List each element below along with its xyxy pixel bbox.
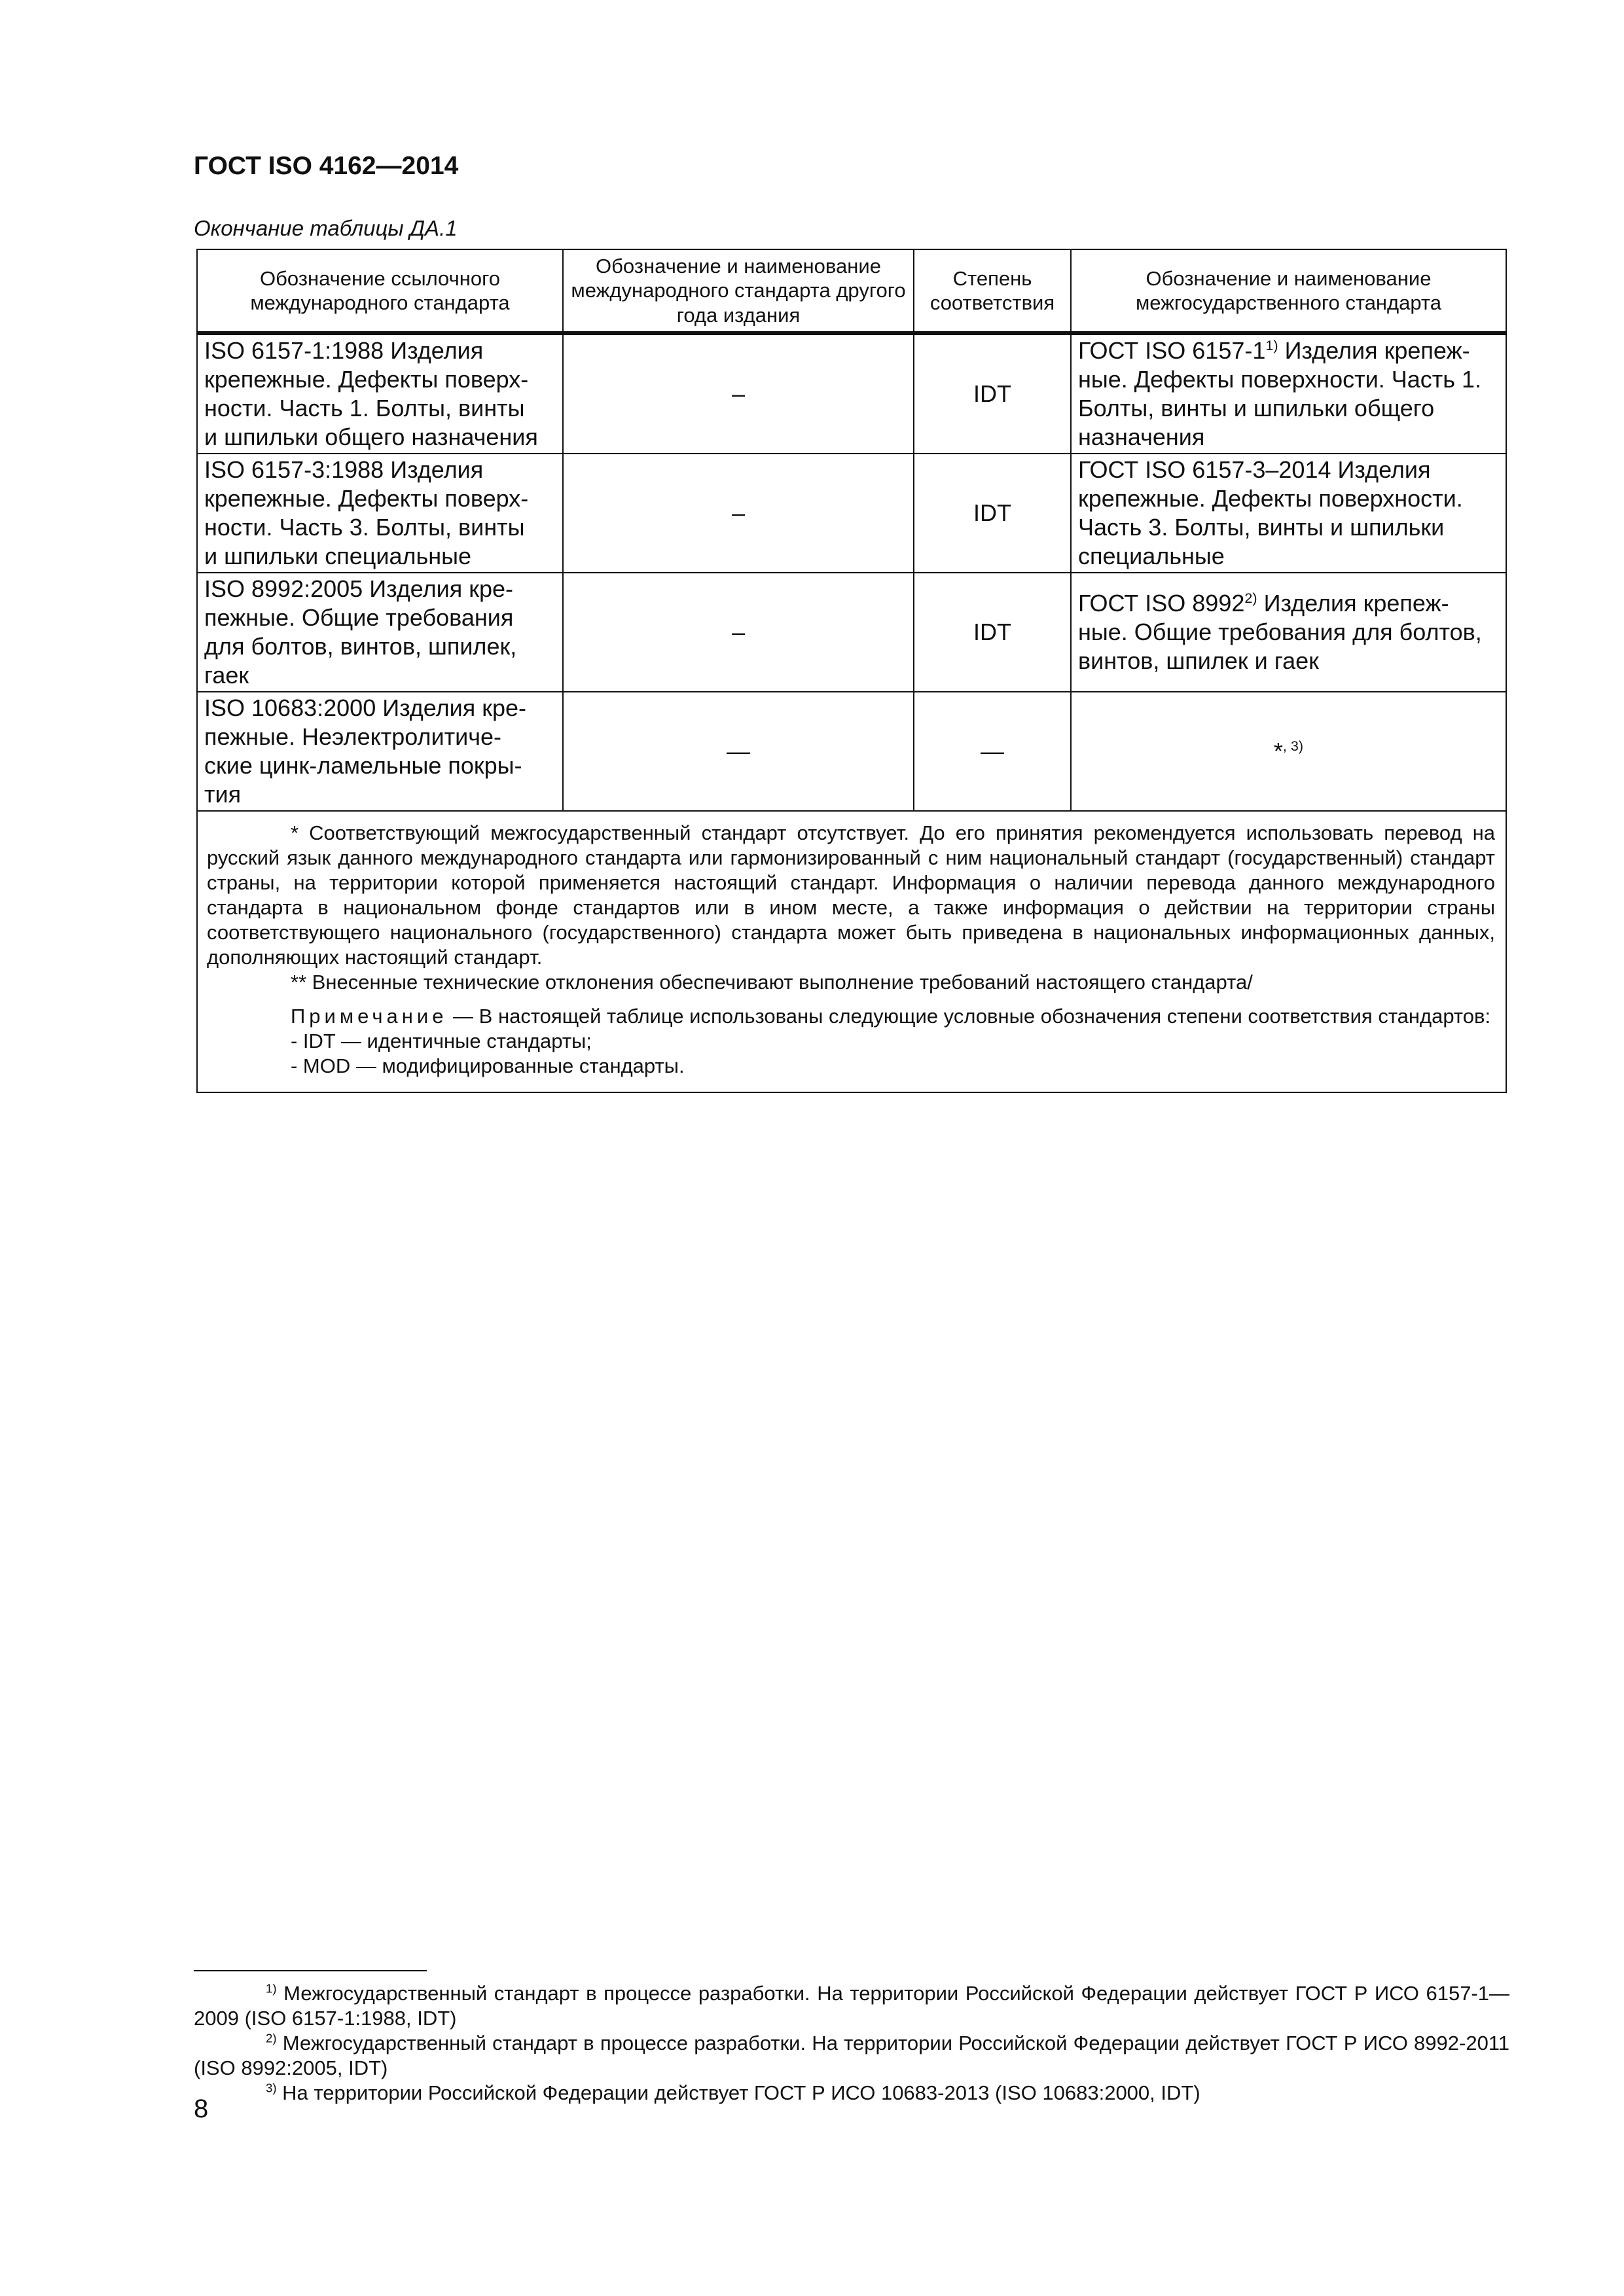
degree-cell: — [914,692,1071,811]
primechanie-text: — В настоящей таблице использованы следующие условные обозначения степени соответствия стандартов: [447,1005,1491,1028]
footnotes [194,1981,1509,2106]
double-star-note: ** Внесенные технические отклонения обеспечивают выполнение требований настоящего стандарта/ [291,971,1253,994]
degree-cell: IDT [914,573,1071,692]
degree-cell: IDT [914,333,1071,454]
other-year-standard-cell: – [563,573,914,692]
column-header-degree: Степень соответствия [914,249,1071,333]
footnote: $^{3)}$ На территории Российской Федерации действует ГОСТ Р ИСО 10683-2013 (ISO 10683:2000, IDT) [266,2081,1200,2104]
primechanie [207,1004,1495,1029]
footnote-ref: 1) [1265,337,1278,353]
table-row [197,692,1506,811]
table-caption: Окончание таблицы ДА.1 [194,216,458,240]
standards-table [196,249,1507,1093]
table-row [197,333,1506,454]
reference-standard-cell: ISO 6157-3:1988 Изделия крепежные. Дефекты поверх- ности. Часть 3. Болты, винты и шпильки специальные [197,454,563,573]
column-header-interstate-standard: Обозначение и наименование межгосударственного стандарта [1071,249,1506,333]
asterisk-mark: * [1273,738,1283,764]
column-header-other-year-standard: Обозначение и наименование международного стандарта другого года издания [563,249,914,333]
column-header-reference-standard: Обозначение ссылочного международного стандарта [197,249,563,333]
table-header-row [197,249,1506,333]
footnote-ref: , 3) [1282,738,1304,754]
interstate-standard-cell: ГОСТ ISO 6157-1$^{1)}$ Изделия крепеж- ные. Дефекты поверхности. Часть 1. Болты, винты и шпильки общего назначения [1071,333,1506,454]
table-row [197,454,1506,573]
interstate-standard-cell: ГОСТ ISO 6157-3–2014 Изделия крепежные. Дефекты поверхности. Часть 3. Болты, винты и шпильки специальные [1071,454,1506,573]
list-item: - IDT — идентичные стандарты; [291,1030,592,1052]
other-year-standard-cell: — [563,692,914,811]
interstate-standard-cell [1071,692,1506,811]
other-year-standard-cell: – [563,333,914,454]
document-title: ГОСТ ISO 4162—2014 [194,152,459,180]
reference-standard-cell: ISO 10683:2000 Изделия кре- пежные. Неэлектролитиче- ские цинк-ламельные покры- тия [197,692,563,811]
list-item: - MOD — модифицированные стандарты. [291,1054,685,1077]
page-number: 8 [194,2094,209,2123]
degree-cell: IDT [914,454,1071,573]
reference-standard-cell: ISO 8992:2005 Изделия кре- пежные. Общие требования для болтов, винтов, шпилек, гаек [197,573,563,692]
footnote-ref: 2) [1244,590,1257,606]
footnote-divider [194,1970,427,1971]
table-notes-row [197,811,1506,1092]
footnote: $^{1)}$ Межгосударственный стандарт в процессе разработки. На территории Российской Федерации действует ГОСТ Р ИСО 6157-1—2009 (ISO 6157-1:1988, IDT) [194,1981,1509,2030]
primechanie-label: Примечание [291,1005,448,1028]
table-notes [197,811,1506,1092]
star-note: * Соответствующий межгосударственный стандарт отсутствует. До его принятия рекомендуется использовать перевод на русский язык данного международного стандарта или гармонизированный с ним национальный стандарт (государственный) стандарт страны, на территории которой применяется настоящий стандарт. Информация о наличии перевода данного международного стандарта в национальном фонде стандартов или в ином месте, а также информация о действии на территории страны соответствующего национального (государственного) стандарта может быть приведена в национальных информационных данных, дополняющих настоящий стандарт. [207,821,1495,969]
footnote: $^{2)}$ Межгосударственный стандарт в процессе разработки. На территории Российской Федерации действует ГОСТ Р ИСО 8992-2011 (ISO 8992:2005, IDT) [194,2031,1509,2079]
other-year-standard-cell: – [563,454,914,573]
interstate-standard-cell: ГОСТ ISO 8992$^{2)}$ Изделия крепеж- ные. Общие требования для болтов, винтов, шпилек и гаек [1071,573,1506,692]
reference-standard-cell: ISO 6157-1:1988 Изделия крепежные. Дефекты поверх- ности. Часть 1. Болты, винты и шпильки общего назначения [197,333,563,454]
table-row [197,573,1506,692]
